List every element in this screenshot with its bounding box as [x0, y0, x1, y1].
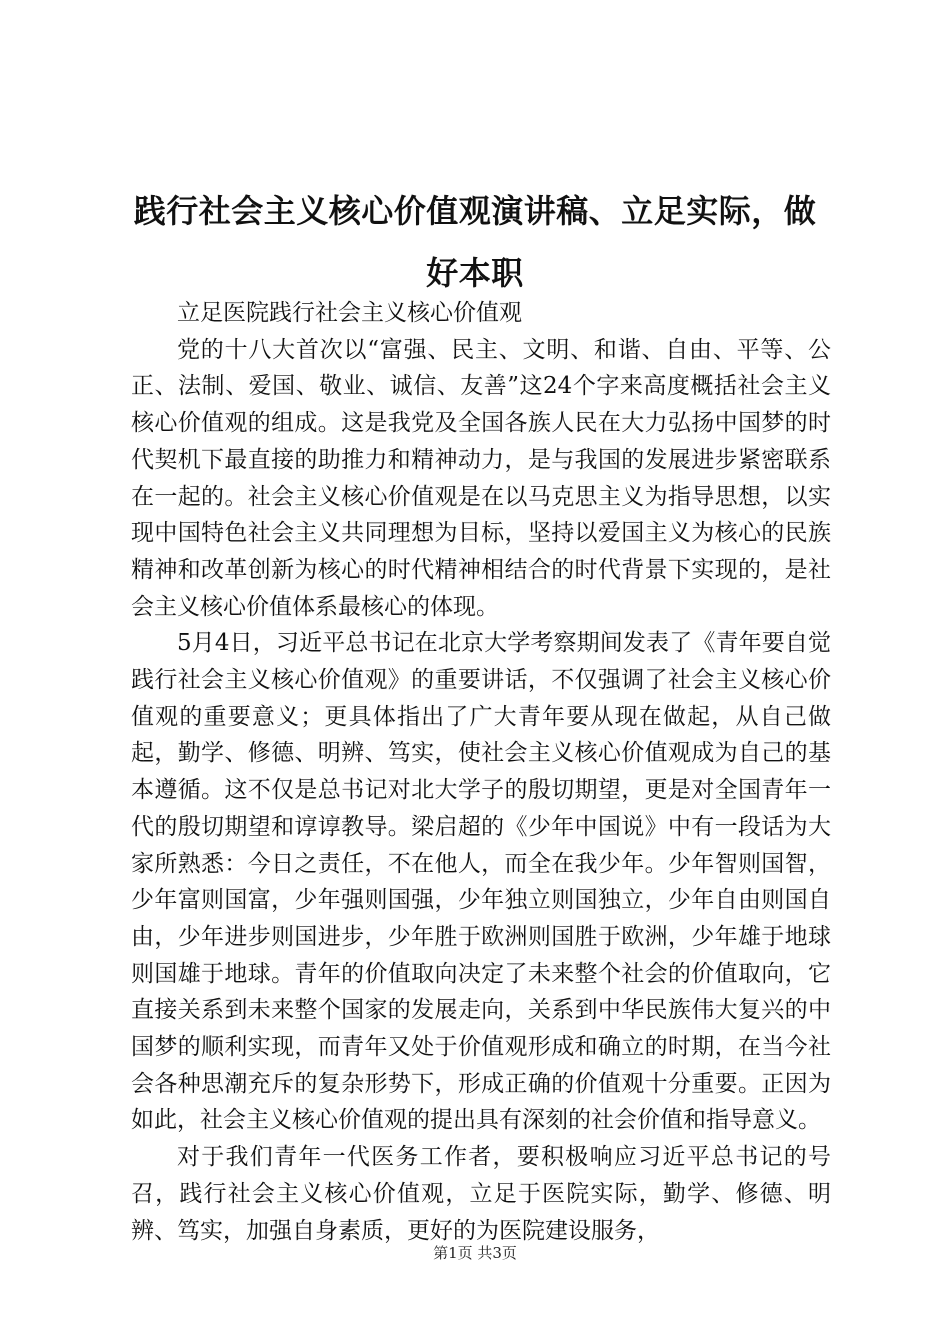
paragraph-3: 对于我们青年一代医务工作者，要积极响应习近平总书记的号召，践行社会主义核心价值观，立足于医院实际，勤学、修德、明辨、笃实，加强自身素质，更好的为医院建设服务，	[131, 1144, 831, 1244]
page-number-footer: 第1页 共3页	[433, 1244, 517, 1262]
document-title: 践行社会主义核心价值观演讲稿、立足实际，做好本职	[133, 192, 817, 292]
paragraph-subtitle: 立足医院践行社会主义核心价值观	[177, 300, 522, 326]
paragraph-1: 党的十八大首次以“富强、民主、文明、和谐、自由、平等、公正、法制、爱国、敬业、诚信、友善”这24个字来高度概括社会主义核心价值观的组成。这是我党及全国各族人民在大力弘扬中国梦的时代契机下最直接的助推力和精神动力，是与我国的发展进步紧密联系在一起的。社会主义核心价值观是在以马克思主义为指导思想，以实现中国特色社会主义共同理想为目标，坚持以爱国主义为核心的民族精神和改革创新为核心的时代精神相结合的时代背景下实现的，是社会主义核心价值体系最核心的体现。	[131, 336, 831, 620]
document-body	[131, 295, 831, 1249]
paragraph-2: 5月4日，习近平总书记在北京大学考察期间发表了《青年要自觉践行社会主义核心价值观》的重要讲话，不仅强调了社会主义核心价值观的重要意义；更具体指出了广大青年要从现在做起，从自己做起，勤学、修德、明辨、笃实，使社会主义核心价值观成为自己的基本遵循。这不仅是总书记对北大学子的殷切期望，更是对全国青年一代的殷切期望和谆谆教导。梁启超的《少年中国说》中有一段话为大家所熟悉：今日之责任，不在他人，而全在我少年。少年智则国智，少年富则国富，少年强则国强，少年独立则国独立，少年自由则国自由，少年进步则国进步，少年胜于欧洲则国胜于欧洲，少年雄于地球则国雄于地球。青年的价值取向决定了未来整个社会的价值取向，它直接关系到未来整个国家的发展走向，关系到中华民族伟大复兴的中国梦的顺利实现，而青年又处于价值观形成和确立的时期，在当今社会各种思潮充斥的复杂形势下，形成正确的价值观十分重要。正因为如此，社会主义核心价值观的提出具有深刻的社会价值和指导意义。	[131, 630, 831, 1134]
